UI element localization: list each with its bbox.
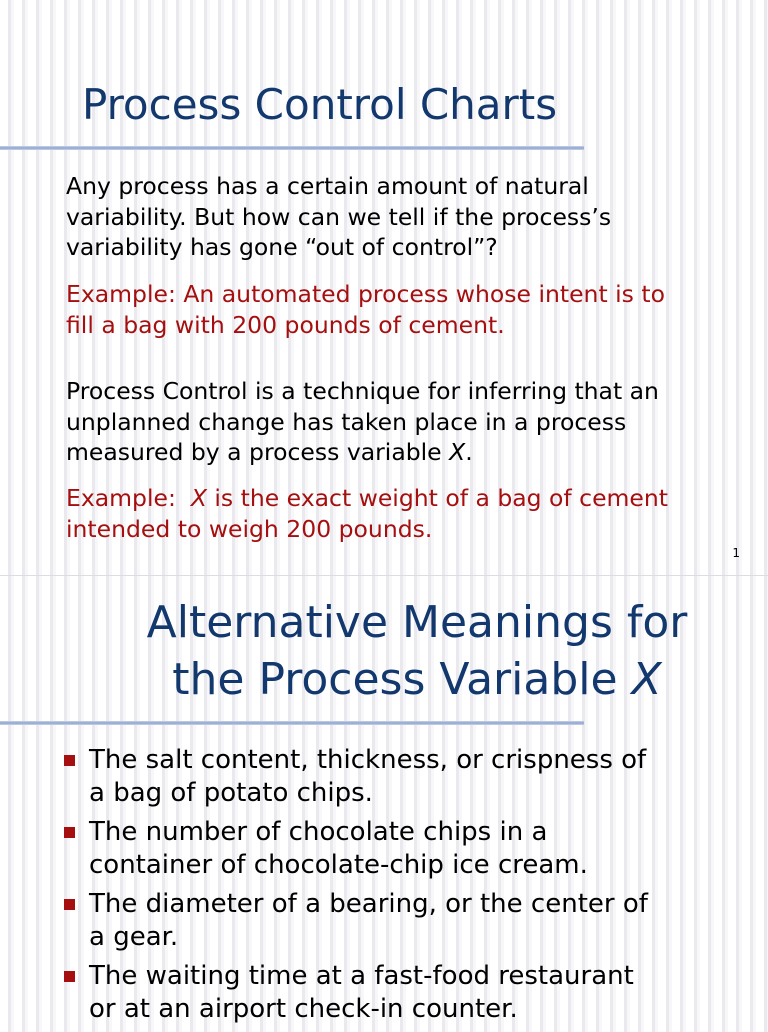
title-underline	[0, 721, 584, 725]
example-cement-weight	[66, 483, 746, 544]
text-line: variability has gone “out of control”?	[66, 233, 498, 261]
square-bullet-icon	[64, 971, 75, 982]
slide-title: Process Control Charts	[82, 80, 558, 129]
text-segment: is the exact weight of a bag of cement	[206, 484, 668, 512]
text-line: variability. But how can we tell if the process’s	[66, 202, 612, 231]
example-cement-process	[66, 279, 746, 340]
text-segment: .	[465, 438, 473, 466]
bullet-text	[89, 816, 648, 882]
text-line: The number of chocolate chips in a	[89, 817, 548, 847]
paragraph-variability	[66, 171, 746, 263]
text-line: Any process has a certain amount of natural	[66, 172, 589, 200]
text-line: The waiting time at a fast-food restaurant	[89, 961, 634, 991]
square-bullet-icon	[64, 899, 75, 910]
text-line: The diameter of a bearing, or the center of	[89, 889, 648, 919]
text-line: Process Control is a technique for inferring that an	[66, 377, 659, 405]
text-line: a gear.	[89, 922, 179, 952]
bullet-text	[89, 888, 648, 954]
variable-x: X	[449, 438, 466, 466]
slide-title	[0, 594, 768, 708]
page-number: 1	[732, 546, 740, 560]
text-segment: the Process Variable	[172, 654, 632, 705]
slide-2	[0, 576, 768, 1024]
bullet-text	[89, 744, 648, 810]
variable-x: X	[631, 654, 662, 705]
text-line: fill a bag with 200 pounds of cement.	[66, 310, 505, 339]
list-item	[0, 960, 648, 1026]
title-line	[0, 651, 768, 708]
list-item	[0, 888, 648, 954]
text-line: or at an airport check-in counter.	[89, 994, 518, 1024]
text-line: a bag of potato chips.	[89, 778, 373, 808]
text-line: The salt content, thickness, or crispness of	[89, 745, 647, 775]
text-line	[66, 437, 746, 468]
paragraph-process-control-definition	[66, 376, 746, 468]
text-line: container of chocolate-chip ice cream.	[89, 850, 588, 880]
text-segment: measured by a process variable	[66, 438, 450, 466]
title-line: Alternative Meanings for	[146, 597, 688, 648]
text-line: unplanned change has taken place in a process	[66, 407, 627, 436]
variable-x: X	[190, 484, 207, 512]
square-bullet-icon	[64, 755, 75, 766]
list-item	[0, 744, 648, 810]
bullet-list	[0, 744, 648, 1032]
text-line: Example: An automated process whose intent is to	[66, 280, 665, 308]
text-line: intended to weigh 200 pounds.	[66, 514, 433, 543]
text-line	[66, 483, 746, 514]
bullet-text	[89, 960, 648, 1026]
list-item	[0, 816, 648, 882]
text-segment: Example:	[66, 484, 191, 512]
square-bullet-icon	[64, 827, 75, 838]
title-underline	[0, 146, 584, 150]
